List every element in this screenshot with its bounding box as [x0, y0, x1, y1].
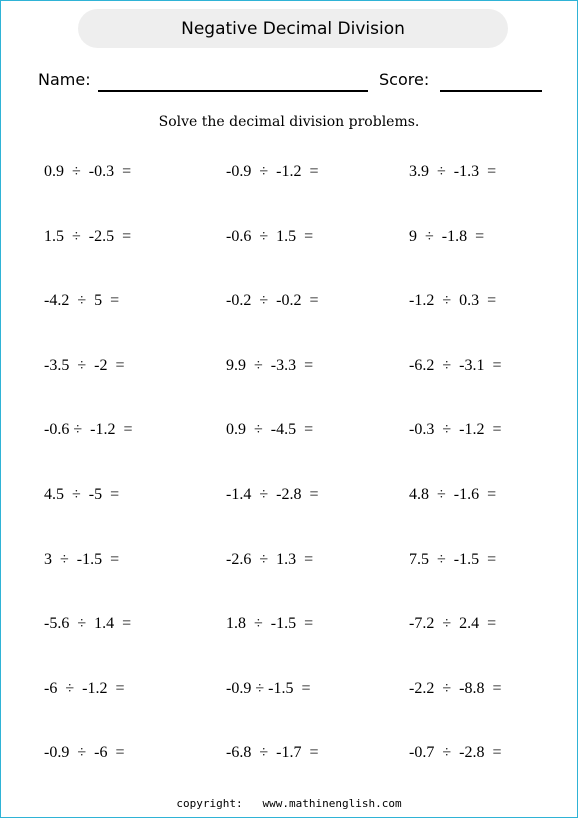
- copyright-footer: copyright: www.mathinenglish.com: [176, 797, 402, 810]
- problem-r1-c3: 3.9 ÷ -1.3 =: [409, 163, 497, 180]
- problem-r7-c3: 7.5 ÷ -1.5 =: [409, 550, 497, 568]
- problem-r3-c1: -4.2 ÷ 5 =: [44, 292, 120, 310]
- problem-r2-c1: 1.5 ÷ -2.5 =: [44, 227, 132, 245]
- problem-r4-c3: -6.2 ÷ -3.1 =: [409, 356, 502, 374]
- problem-r7-c1: 3 ÷ -1.5 =: [44, 550, 120, 568]
- problem-r10-c2: -6.8 ÷ -1.7 =: [226, 744, 319, 762]
- problem-r8-c1: -5.6 ÷ 1.4 =: [44, 615, 132, 633]
- problem-r6-c2: -1.4 ÷ -2.8 =: [226, 486, 319, 503]
- problem-r3-c2: -0.2 ÷ -0.2 =: [226, 292, 319, 310]
- problem-r6-c3: 4.8 ÷ -1.6 =: [409, 486, 497, 503]
- title-text: Negative Decimal Division: [181, 18, 405, 39]
- problem-r10-c3: -0.7 ÷ -2.8 =: [409, 744, 502, 762]
- problem-r9-c2: -0.9 ÷ -1.5 =: [226, 679, 311, 697]
- score-label: Score:: [379, 70, 430, 89]
- problem-r1-c1: 0.9 ÷ -0.3 =: [44, 163, 132, 180]
- name-label: Name:: [38, 70, 91, 89]
- problem-r9-c1: -6 ÷ -1.2 =: [44, 679, 125, 697]
- instructions: Solve the decimal division problems.: [158, 114, 420, 130]
- problem-r7-c2: -2.6 ÷ 1.3 =: [226, 550, 314, 568]
- problem-r10-c1: -0.9 ÷ -6 =: [44, 744, 125, 762]
- problem-r6-c1: 4.5 ÷ -5 =: [44, 486, 120, 503]
- problem-r9-c3: -2.2 ÷ -8.8 =: [409, 679, 502, 697]
- problem-r1-c2: -0.9 ÷ -1.2 =: [226, 163, 319, 180]
- problem-r4-c2: 9.9 ÷ -3.3 =: [226, 356, 314, 374]
- problem-r4-c1: -3.5 ÷ -2 =: [44, 356, 125, 374]
- problem-r8-c2: 1.8 ÷ -1.5 =: [226, 615, 314, 633]
- problem-r2-c3: 9 ÷ -1.8 =: [409, 227, 485, 245]
- problem-r5-c2: 0.9 ÷ -4.5 =: [226, 421, 314, 439]
- problem-r3-c3: -1.2 ÷ 0.3 =: [409, 292, 497, 310]
- problem-r5-c1: -0.6 ÷ -1.2 =: [44, 421, 133, 439]
- problem-r8-c3: -7.2 ÷ 2.4 =: [409, 615, 497, 633]
- problem-r5-c3: -0.3 ÷ -1.2 =: [409, 421, 502, 439]
- problem-r2-c2: -0.6 ÷ 1.5 =: [226, 227, 314, 245]
